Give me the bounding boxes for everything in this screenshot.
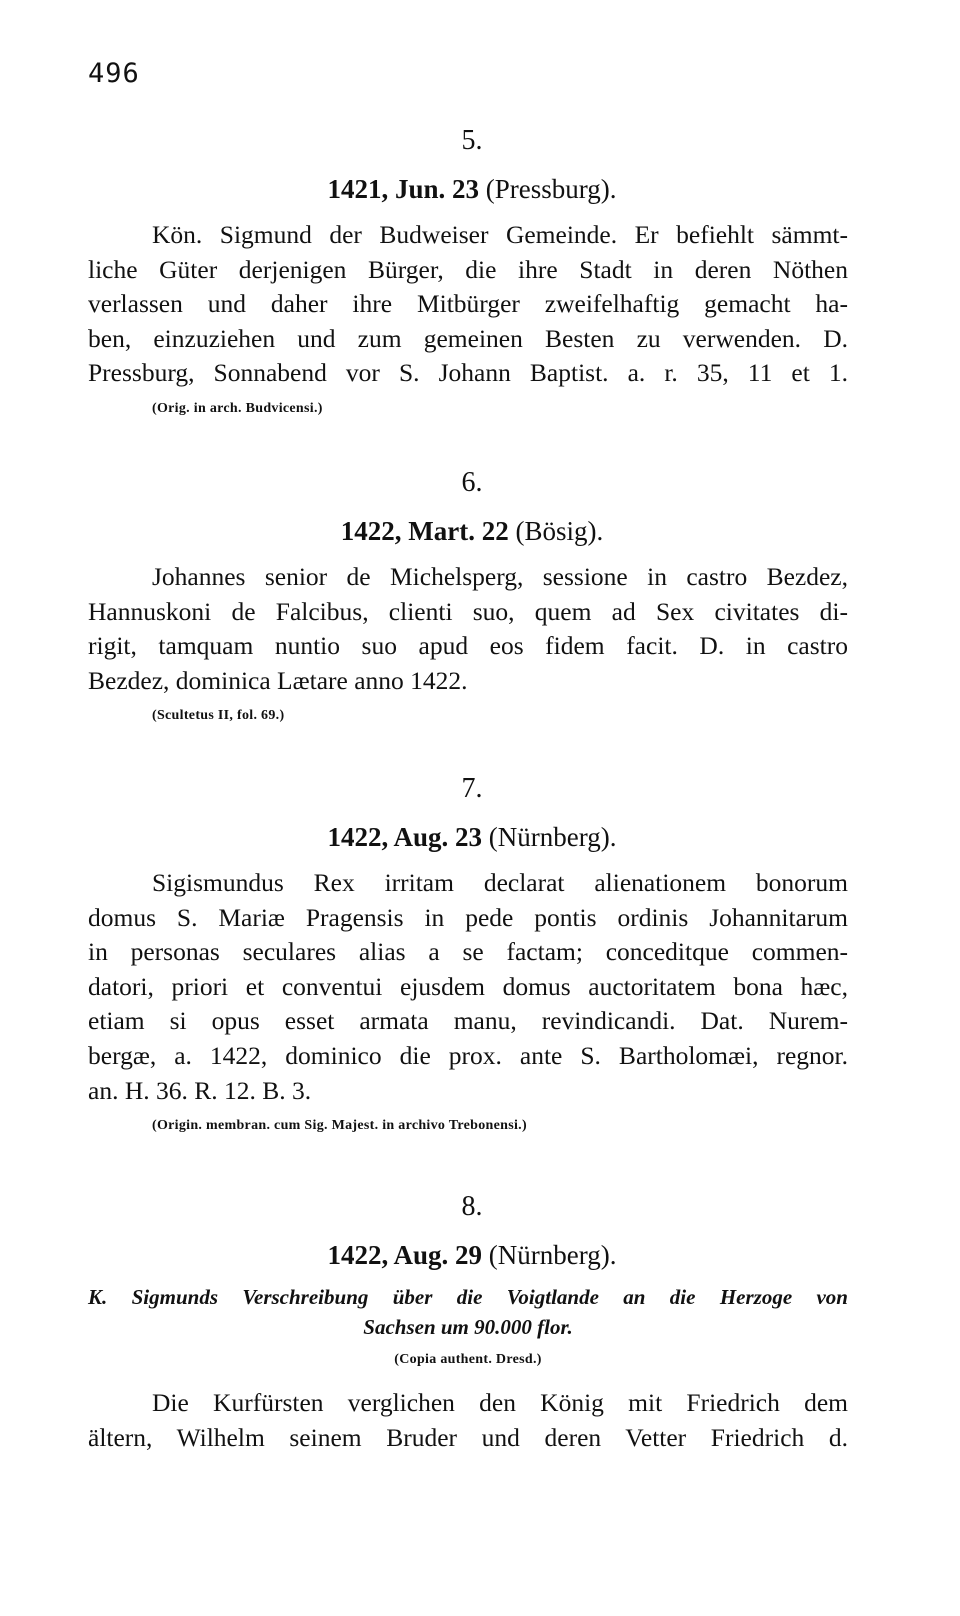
- text-line: Bezdez, dominica Lætare anno 1422.: [88, 665, 468, 695]
- document-text: [88, 866, 848, 1108]
- text-line: ben, einzuziehen und zum gemeinen Besten zu verwenden. D.: [88, 323, 848, 353]
- text-line: in personas seculares alias a se factam; conceditque commen-: [88, 937, 848, 967]
- text-line: ältern, Wilhelm seinem Bruder und deren Vetter Friedrich d.: [88, 1422, 848, 1452]
- regest-line: K. Sigmunds Verschreibung über die Voigtlande an die Herzoge von: [88, 1285, 848, 1309]
- document-text: [88, 218, 848, 391]
- text-line: verlassen und daher ihre Mitbürger zweifelhaftig gemacht ha-: [88, 289, 848, 319]
- document-place: (Bösig).: [515, 516, 604, 546]
- source-note: (Origin. membran. cum Sig. Majest. in archivo Trebonensi.): [152, 1118, 527, 1134]
- document-entry-7: [88, 772, 848, 1134]
- source-note: (Scultetus II, fol. 69.): [152, 708, 285, 724]
- text-line: an. H. 36. R. 12. B. 3.: [88, 1075, 312, 1105]
- regest-line: Sachsen um 90.000 flor.: [363, 1315, 573, 1339]
- document-text: [88, 1386, 848, 1455]
- document-number: 7.: [461, 773, 483, 804]
- document-date: 1422, Mart. 22: [340, 516, 509, 546]
- source-note: (Orig. in arch. Budvicensi.): [152, 400, 323, 416]
- document-date-line: [88, 514, 848, 548]
- document-number: 6.: [461, 467, 483, 498]
- text-line: etiam si opus esset armata manu, revindicandi. Dat. Nurem-: [88, 1006, 848, 1036]
- document-regest: [88, 1282, 848, 1342]
- document-number: 8.: [461, 1191, 483, 1222]
- text-line: Sigismundus Rex irritam declarat alienationem bonorum: [152, 868, 848, 897]
- text-line: rigit, tamquam nuntio suo apud eos fidem facit. D. in castro: [88, 631, 848, 661]
- text-line: Hannuskoni de Falcibus, clienti suo, quem ad Sex civitates di-: [88, 596, 848, 626]
- document-entry-5: [88, 124, 848, 417]
- source-note: (Copia authent. Dresd.): [394, 1352, 542, 1367]
- text-line: bergæ, a. 1422, dominico die prox. ante S. Bartholomæi, regnor.: [88, 1040, 848, 1070]
- document-date: 1421, Jun. 23: [327, 174, 480, 204]
- document-place: (Pressburg).: [485, 174, 617, 204]
- document-date-line: [88, 1238, 848, 1272]
- text-line: domus S. Mariæ Pragensis in pede pontis ordinis Johannitarum: [88, 902, 848, 932]
- text-line: liche Güter derjenigen Bürger, die ihre Stadt in deren Nöthen: [88, 254, 848, 284]
- text-line: Kön. Sigmund der Budweiser Gemeinde. Er befiehlt sämmt-: [152, 220, 848, 249]
- document-date-line: [88, 172, 848, 206]
- document-date: 1422, Aug. 23: [327, 822, 483, 852]
- document-entry-6: [88, 466, 848, 724]
- document-date-line: [88, 820, 848, 854]
- document-place: (Nürnberg).: [488, 822, 617, 852]
- text-line: Pressburg, Sonnabend vor S. Johann Baptist. a. r. 35, 11 et 1.: [88, 358, 848, 388]
- document-number: 5.: [461, 125, 483, 156]
- text-line: datori, priori et conventui ejusdem domus auctoritatem bona hæc,: [88, 971, 848, 1001]
- document-entry-8: [88, 1190, 848, 1455]
- document-place: (Nürnberg).: [488, 1240, 617, 1270]
- document-text: [88, 560, 848, 698]
- text-line: Die Kurfürsten verglichen den König mit Friedrich dem: [152, 1388, 848, 1417]
- page-number: 496: [88, 58, 140, 89]
- text-line: Johannes senior de Michelsperg, sessione in castro Bezdez,: [152, 562, 848, 591]
- document-date: 1422, Aug. 29: [327, 1240, 483, 1270]
